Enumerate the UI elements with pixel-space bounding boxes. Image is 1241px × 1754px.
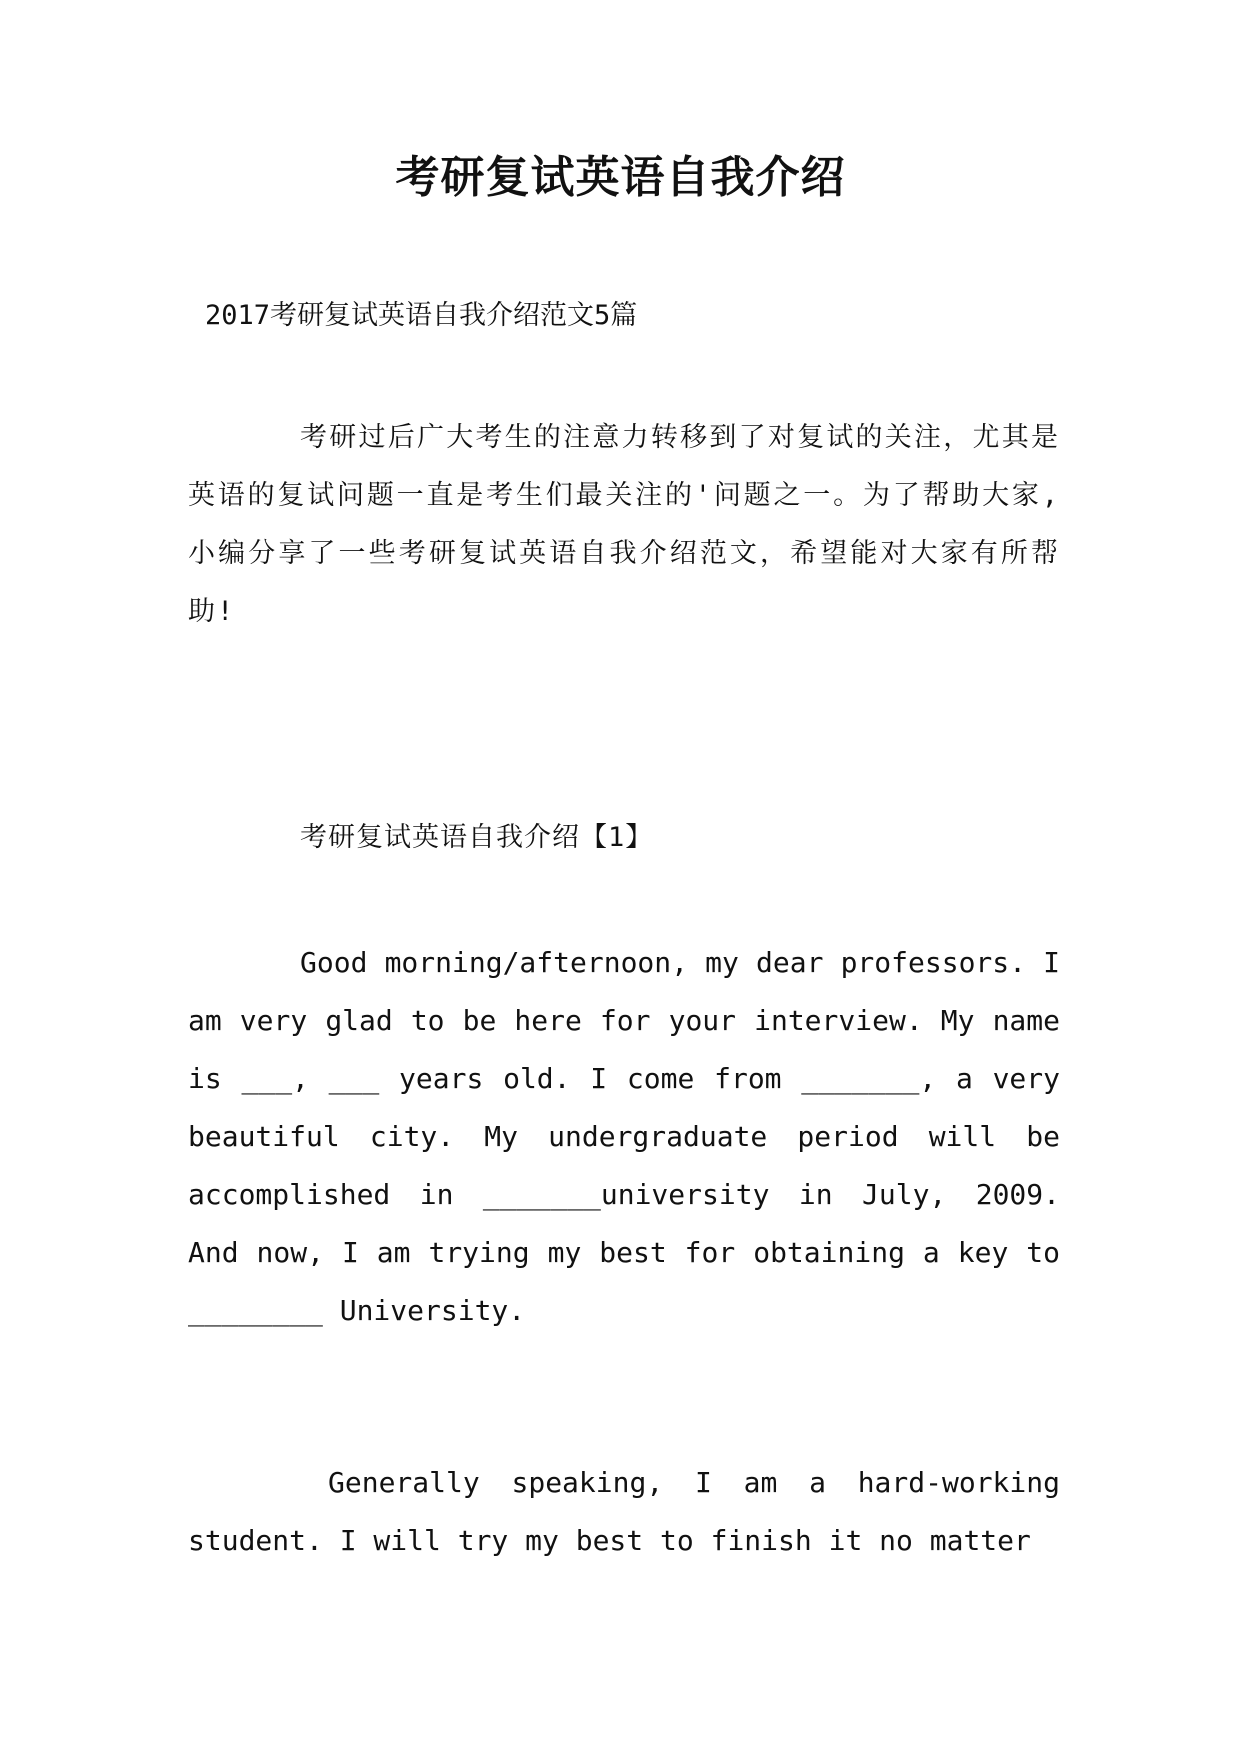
document-title: 考研复试英语自我介绍 bbox=[395, 152, 846, 203]
section-heading: 考研复试英语自我介绍【1】 bbox=[300, 822, 654, 853]
body-paragraph-2: Generally speaking, I am a hard-working student. I will try my best to finish it no matter bbox=[188, 1466, 1060, 1557]
document-subtitle: 2017考研复试英语自我介绍范文5篇 bbox=[205, 300, 638, 331]
intro-paragraph: 考研过后广大考生的注意力转移到了对复试的关注，尤其是英语的复试问题一直是考生们最关注的'问题之一。为了帮助大家,小编分享了一些考研复试英语自我介绍范文，希望能对大家有所帮助! bbox=[188, 422, 1060, 627]
body-paragraph-1: Good morning/afternoon, my dear professors. I am very glad to be here for your interview. My name is ___, ___ years old. I come from _______, a very beautiful city. My undergraduate period will be accomplished in _______university in July, 2009. And now, I am trying my best for obtaining a key to ________ University. bbox=[188, 946, 1060, 1327]
